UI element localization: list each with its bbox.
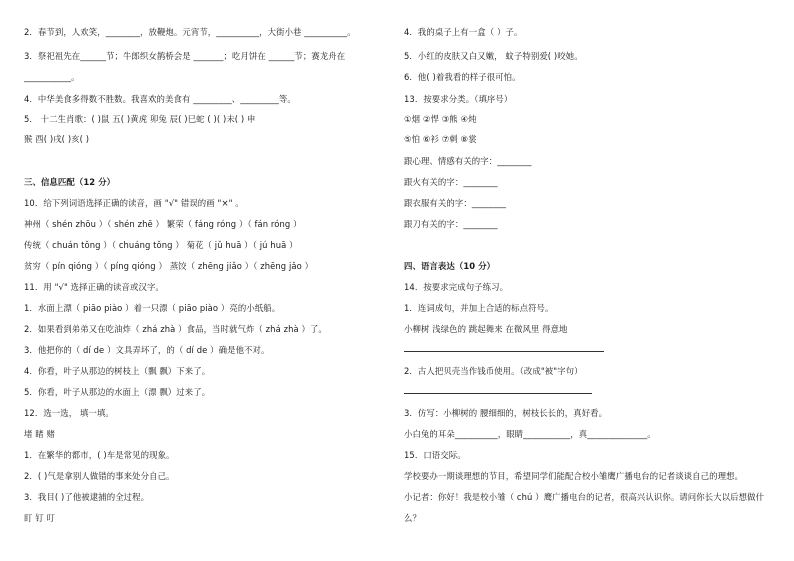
q11-sentence-2: 2．如果看到弟弟又在吃油炸（ zhá zhà ）食品，当时就气炸（ zhá zhà ）了。 — [24, 324, 327, 334]
category-knife: 跟刀有关的字：________ — [404, 219, 498, 229]
q15-dialogue-line-1: 小记者：你好！我是校小雏（ chú ）鹰广播电台的记者，很高兴认识你。请问你长大以后想做什 — [404, 492, 765, 502]
q13-instruction: 13．按要求分类。（填序号） — [404, 94, 513, 104]
q14-task-1-words: 小柳树 浅绿色的 跳起舞来 在微风里 得意地 — [404, 324, 568, 334]
q11-instruction: 11．用 "√" 选择正确的读音或汉字。 — [24, 282, 164, 292]
fill-6-line: 6．他( )着我看的样子很可怕。 — [404, 72, 521, 82]
q11-sentence-1: 1．水面上漂（ piāo piào ）着一只漂（ piāo piào ）亮的小纸船。 — [24, 303, 281, 313]
food-q4-line: 4．中华美食多得数不胜数。我喜欢的美食有 _________、_________等。 — [24, 94, 296, 104]
q12-word-group-2: 盯 钉 叮 — [24, 513, 55, 523]
pinyin-row-2: 传统（ chuán tǒng ）（ chuáng tǒng ） 菊花（ jǔ huā ）（ jú huā ） — [24, 240, 298, 250]
section-3-heading: 三、信息匹配（12 分） — [24, 177, 116, 187]
q14-task-2: 2．古人把贝壳当作钱币使用。（改成"被"字句） — [404, 366, 583, 376]
festival-q3-line: 3．祭祀祖先在______节；牛郎织女鹊桥会是 _______；吃月饼在 ______节；赛龙舟在 — [24, 51, 346, 61]
q10-instruction: 10．给下列词语选择正确的读音，画 "√" 错误的画 "×" 。 — [24, 198, 244, 208]
fill-5-line: 5．小红的皮肤又白又嫩， 蚊子特别爱( )咬她。 — [404, 51, 583, 61]
q15-scenario: 学校要办一期谈理想的节目，希望同学们能配合校小雏鹰广播电台的记者谈谈自己的理想。 — [404, 471, 743, 481]
q11-sentence-4: 4．你看，叶子从那边的树枝上（飘 飘）下来了。 — [24, 366, 211, 376]
q11-sentence-3: 3．他把你的（ dí de ）文具弄坏了，的（ dí de ）确是他不对。 — [24, 345, 270, 355]
q12-instruction: 12．选一选， 填一填。 — [24, 408, 114, 418]
q14-instruction: 14．按要求完成句子练习。 — [404, 282, 509, 292]
answer-line-1[interactable] — [404, 351, 604, 352]
q11-sentence-5: 5．你看，叶子从那边的水面上（漂 飘）过来了。 — [24, 387, 211, 397]
pinyin-row-3: 贫穷（ pín qióng ）（ píng qióng ） 蒸饺（ zhēng jiǎo ）（ zhēng jǎo ） — [24, 261, 314, 271]
festival-q2-line: 2．春节到，人欢笑，________，放鞭炮。元宵节，__________，大街小巷 __________。 — [24, 27, 356, 37]
answer-line-2[interactable] — [404, 393, 592, 394]
q14-task-3: 3．仿写：小柳树的 腰细细的，树枝长长的，真好看。 — [404, 408, 608, 418]
q14-task-3-blanks: 小白兔的耳朵__________，眼睛___________，真______________。 — [404, 429, 656, 439]
q12-fill-3: 3．我目( )了他被逮捕的全过程。 — [24, 492, 150, 502]
zodiac-q5-line: 5． 十二生肖歌：( )鼠 五( )黄虎 卯兔 辰( )巳蛇 ( )( )未( ) 申 — [24, 114, 256, 124]
q15-instruction: 15．口语交际。 — [404, 450, 466, 460]
section-4-heading: 四、语言表达（10 分） — [404, 261, 496, 271]
zodiac-q5-line-cont: 猴 酉( )戌( )亥( ) — [24, 134, 90, 144]
festival-q3-line-cont: ___________。 — [24, 72, 80, 82]
q12-fill-1: 1．在繁华的都市，( )车是常见的现象。 — [24, 450, 175, 460]
q13-items-row-1: ①烟 ②悍 ③熊 ④炖 — [404, 114, 477, 124]
category-clothing: 跟衣服有关的字：________ — [404, 198, 507, 208]
fill-4-line: 4．我的桌子上有一盒（ ）子。 — [404, 27, 523, 37]
q12-word-group-1: 堵 睹 赌 — [24, 429, 55, 439]
q13-items-row-2: ⑤怕 ⑥衫 ⑦刺 ⑧裳 — [404, 134, 477, 144]
pinyin-row-1: 神州（ shén zhōu ）（ shén zhē ） 繁荣（ fáng róng ）（ fán róng ） — [24, 219, 302, 229]
q12-fill-2: 2．( )气是拿别人做错的事来处分自己。 — [24, 471, 175, 481]
category-emotion: 跟心理、情感有关的字：________ — [404, 156, 532, 166]
category-fire: 跟火有关的字：________ — [404, 177, 498, 187]
q14-task-1: 1．连词成句，并加上合适的标点符号。 — [404, 303, 554, 313]
q15-dialogue-line-2: 么？ — [404, 513, 421, 523]
